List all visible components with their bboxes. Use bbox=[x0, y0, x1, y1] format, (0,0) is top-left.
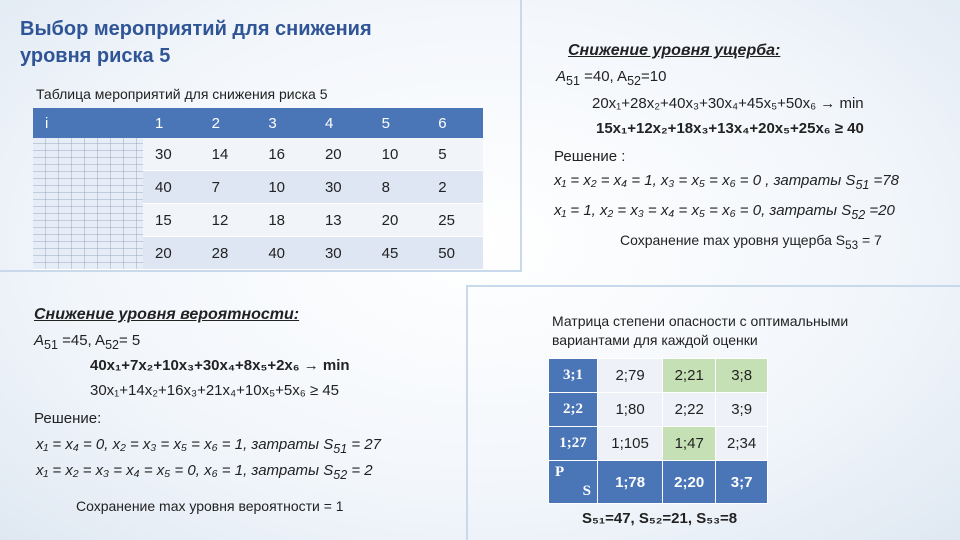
table-cell: 3;8 bbox=[716, 359, 768, 393]
danger-matrix bbox=[548, 358, 768, 504]
damage-keep-text: Сохранение max уровня ущерба S bbox=[620, 232, 846, 248]
table-cell: 40 bbox=[143, 171, 200, 204]
probability-solution-label: Решение: bbox=[34, 410, 102, 427]
table-cell: 2 bbox=[426, 171, 483, 204]
page-title: Выбор мероприятий для снижения уровня риска 5 bbox=[20, 18, 372, 67]
damage-line1-text: x₁ = x₂ = x₄ = 1, x₃ = x₅ = x₆ = 0 , затраты S bbox=[554, 172, 856, 189]
table-cell: 2;34 bbox=[716, 427, 768, 461]
table-cell: 10 bbox=[370, 138, 427, 171]
table-cell: 8 bbox=[370, 171, 427, 204]
table-cell: 20 bbox=[313, 138, 370, 171]
table-cell: 2;22 bbox=[663, 393, 716, 427]
damage-line1-sub: 51 bbox=[855, 178, 870, 192]
probability-given-sub: 52 bbox=[105, 338, 119, 352]
probability-heading: Снижение уровня вероятности: bbox=[34, 306, 300, 323]
probability-given-tail: = 5 bbox=[118, 332, 141, 349]
table-cell: 3;1 bbox=[549, 359, 598, 393]
probability-line1-tail: = 27 bbox=[347, 436, 381, 453]
column-header: 5 bbox=[370, 108, 427, 138]
divider-horizontal-lower bbox=[466, 285, 960, 287]
table-cell: 10 bbox=[256, 171, 313, 204]
table-cell: 3;9 bbox=[716, 393, 768, 427]
table-row bbox=[33, 138, 483, 171]
table-cell: 40 bbox=[256, 237, 313, 270]
damage-keep-sub: 53 bbox=[845, 238, 859, 252]
table-cell: 30 bbox=[313, 237, 370, 270]
probability-line2-tail: = 2 bbox=[347, 462, 373, 479]
damage-solution-label: Решение : bbox=[554, 148, 626, 165]
column-header: 3 bbox=[256, 108, 313, 138]
summary-s53: S₅₃=8 bbox=[696, 510, 738, 527]
divider-horizontal bbox=[0, 270, 522, 272]
p-s-corner-cell bbox=[549, 461, 598, 504]
table-cell: 15 bbox=[143, 204, 200, 237]
p-label: P bbox=[555, 464, 565, 480]
table-cell: 12 bbox=[200, 204, 257, 237]
table-row bbox=[549, 393, 768, 427]
damage-keep bbox=[620, 232, 882, 252]
table-cell: 2;2 bbox=[549, 393, 598, 427]
column-header: i bbox=[33, 108, 143, 138]
damage-given-sub: 52 bbox=[627, 74, 641, 88]
table-row bbox=[549, 461, 768, 504]
table-cell: 1;78 bbox=[598, 461, 663, 504]
table-cell: 2;79 bbox=[598, 359, 663, 393]
table-cell: 1;80 bbox=[598, 393, 663, 427]
table-header-row bbox=[33, 108, 483, 138]
table-cell: 14 bbox=[200, 138, 257, 171]
table-cell: 3;7 bbox=[716, 461, 768, 504]
summary-s51: S₅₁=47, bbox=[582, 510, 635, 527]
table-cell: 45 bbox=[370, 237, 427, 270]
table-cell: 25 bbox=[426, 204, 483, 237]
summary-s52: S₅₂=21, bbox=[638, 510, 693, 527]
damage-solution-line1 bbox=[554, 172, 899, 192]
table-cell: 2;21 bbox=[663, 359, 716, 393]
column-header: 1 bbox=[143, 108, 200, 138]
damage-keep-tail: = 7 bbox=[858, 232, 882, 248]
table-cell: 16 bbox=[256, 138, 313, 171]
table-row bbox=[549, 359, 768, 393]
divider-vertical bbox=[520, 0, 522, 270]
table-row bbox=[549, 427, 768, 461]
table-cell: 1;105 bbox=[598, 427, 663, 461]
damage-line2-sub: 52 bbox=[851, 208, 866, 222]
damage-given: $A_{51} =40$, $A_{52}=10$ bbox=[556, 68, 667, 88]
probability-line1-sub: 51 bbox=[333, 442, 348, 456]
table-cell: 13 bbox=[313, 204, 370, 237]
probability-given: $A_{51} =45$, $A_{52}= 5$ bbox=[34, 332, 141, 352]
damage-objective: 20x₁+28x₂+40x₃+30x₄+45x₅+50x₆ → min bbox=[592, 95, 864, 112]
probability-line2-text: x₁ = x₂ = x₃ = x₄ = x₅ = 0, x₆ = 1, затраты S bbox=[36, 462, 334, 479]
damage-solution-line2 bbox=[554, 202, 895, 222]
table-cell: 2;20 bbox=[663, 461, 716, 504]
probability-given-text: =45, A bbox=[62, 332, 106, 349]
damage-line2-text: x₁ = 1, x₂ = x₃ = x₄ = x₅ = x₆ = 0, затраты S bbox=[554, 202, 852, 219]
damage-given-tail: =10 bbox=[640, 68, 667, 85]
column-header: 4 bbox=[313, 108, 370, 138]
embedded-table-image bbox=[33, 138, 143, 270]
probability-solution-line1 bbox=[36, 436, 381, 456]
probability-keep: Сохранение max уровня вероятности = 1 bbox=[76, 498, 344, 514]
table-cell: 20 bbox=[143, 237, 200, 270]
probability-line1-text: x₁ = x₄ = 0, x₂ = x₃ = x₅ = x₆ = 1, затраты S bbox=[36, 436, 334, 453]
table-cell: 5 bbox=[426, 138, 483, 171]
table-cell: 28 bbox=[200, 237, 257, 270]
damage-line1-tail: =78 bbox=[869, 172, 899, 189]
summary-line bbox=[582, 510, 737, 527]
probability-constraint: 30x₁+14x₂+16x₃+21x₄+10x₅+5x₆ ≥ 45 bbox=[90, 382, 340, 399]
table-cell: 30 bbox=[313, 171, 370, 204]
table-cell: 1;47 bbox=[663, 427, 716, 461]
probability-line2-sub: 52 bbox=[333, 468, 348, 482]
table-cell: 7 bbox=[200, 171, 257, 204]
s-label: S bbox=[582, 483, 591, 499]
table-cell: 1;27 bbox=[549, 427, 598, 461]
probability-solution-line2 bbox=[36, 462, 373, 482]
column-header: 6 bbox=[426, 108, 483, 138]
table1-caption: Таблица мероприятий для снижения риска 5 bbox=[36, 86, 328, 102]
damage-constraint: 15x₁+12x₂+18x₃+13x₄+20x₅+25x₆ ≥ 40 bbox=[596, 120, 864, 137]
measures-table bbox=[33, 108, 483, 270]
table-cell: 30 bbox=[143, 138, 200, 171]
column-header: 2 bbox=[200, 108, 257, 138]
table-cell: 18 bbox=[256, 204, 313, 237]
probability-objective: 40x₁+7x₂+10x₃+30x₄+8x₅+2x₆ → min bbox=[90, 357, 350, 374]
table-cell: 50 bbox=[426, 237, 483, 270]
damage-heading: Снижение уровня ущерба: bbox=[568, 42, 781, 59]
divider-vertical-lower bbox=[466, 285, 468, 540]
matrix-caption: Матрица степени опасности с оптимальными вариантами для каждой оценки bbox=[552, 313, 849, 348]
damage-line2-tail: =20 bbox=[865, 202, 895, 219]
damage-given-text: =40, A bbox=[584, 68, 628, 85]
table-cell: 20 bbox=[370, 204, 427, 237]
